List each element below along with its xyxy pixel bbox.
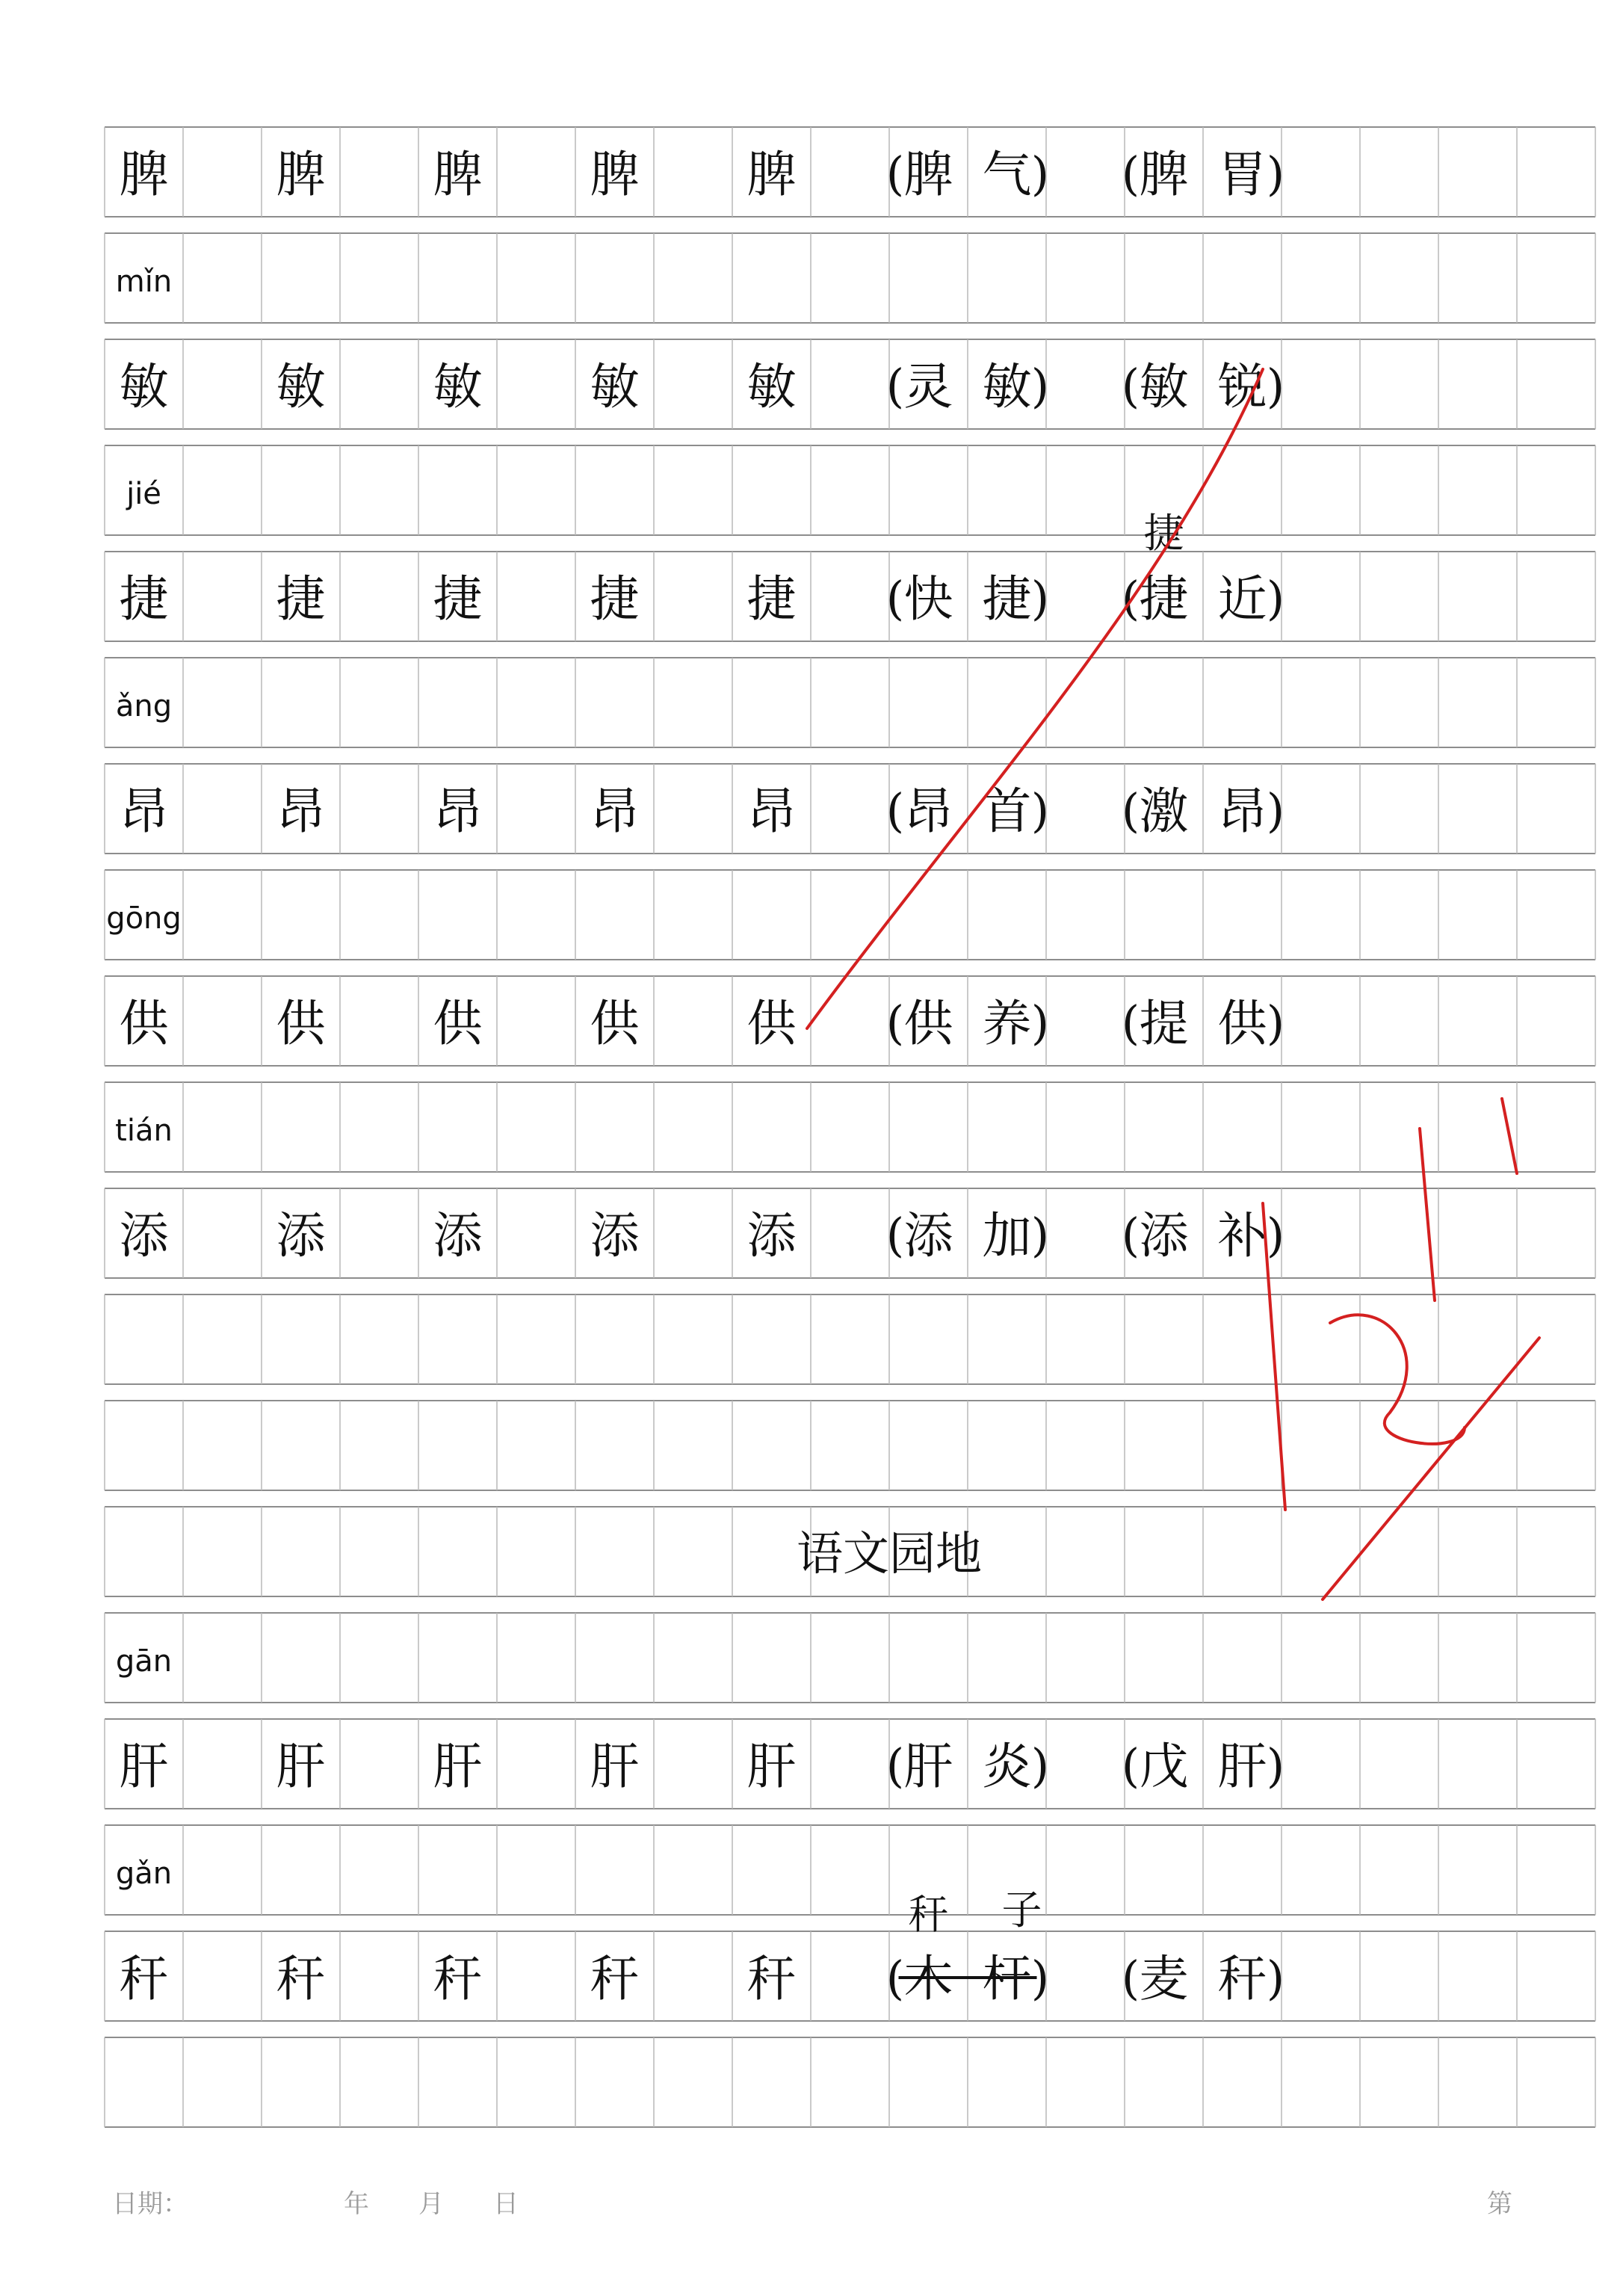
practice-character: 肝 [433,1738,483,1795]
practice-character: 供 [276,995,326,1052]
pinyin-label: gān [115,1644,173,1679]
word-character: 脾 [903,146,953,203]
open-paren: ( [885,1208,905,1262]
practice-character: 供 [119,995,169,1052]
close-paren: ) [1266,1738,1285,1793]
grade-stroke [1323,1338,1539,1599]
open-paren: ( [885,146,905,201]
word-character: 灵 [903,358,953,416]
practice-character: 添 [433,1207,483,1265]
practice-character: 脾 [433,146,483,203]
close-paren: ) [1030,996,1050,1050]
word-character: 添 [903,1207,953,1265]
day-label: 日 [493,2189,519,2219]
close-paren: ) [1266,571,1285,626]
open-paren: ( [885,1951,905,2005]
open-paren: ( [885,996,905,1050]
practice-character: 昂 [276,783,326,840]
open-paren: ( [1121,783,1140,838]
word-character: 敏 [982,358,1032,416]
practice-character: 捷 [433,570,483,628]
practice-character: 供 [590,995,640,1052]
correction-character: 子 [1001,1886,1042,1934]
close-paren: ) [1030,146,1050,201]
close-paren: ) [1030,571,1050,626]
grade-stroke [1420,1129,1435,1300]
word-character: 捷 [982,570,1032,628]
practice-character: 昂 [746,783,797,840]
word-character: 木 [903,1950,953,2008]
practice-character: 脾 [590,146,640,203]
open-paren: ( [1121,1738,1140,1793]
word-character: 快 [903,570,953,628]
close-paren: ) [1266,1951,1285,2005]
word-character: 锐 [1217,358,1267,416]
correction-character: 秆 [908,1891,949,1938]
word-character: 首 [982,783,1032,840]
word-character: 昂 [1217,783,1267,840]
pinyin-label: gǎn [115,1857,173,1891]
grade-stroke [1502,1099,1517,1173]
close-paren: ) [1030,783,1050,838]
word-character: 秆 [1217,1950,1267,2008]
practice-character: 添 [119,1207,169,1265]
practice-character: 昂 [119,783,169,840]
close-paren: ) [1266,783,1285,838]
word-character: 戊 [1139,1738,1189,1795]
open-paren: ( [1121,146,1140,201]
word-character: 肝 [1217,1738,1267,1795]
practice-character: 敏 [276,358,326,416]
pinyin-label: gōng [106,901,182,936]
pinyin-label: jié [126,477,161,511]
open-paren: ( [885,1738,905,1793]
word-character: 杆 [982,1950,1032,2008]
date-label: 日期： [112,2189,188,2219]
correction-character: 捷 [1143,510,1184,557]
page-label: 第 [1487,2189,1512,2219]
practice-character: 敏 [119,358,169,416]
word-character: 补 [1217,1207,1267,1265]
word-character: 肝 [903,1738,953,1795]
open-paren: ( [1121,996,1140,1050]
close-paren: ) [1266,996,1285,1050]
open-paren: ( [1121,1951,1140,2005]
practice-character: 添 [276,1207,326,1265]
word-character: 供 [1217,995,1267,1052]
word-character: 加 [982,1207,1032,1265]
practice-character: 添 [746,1207,797,1265]
practice-character: 昂 [590,783,640,840]
pinyin-label: tián [115,1114,173,1148]
word-character: 昂 [903,783,953,840]
practice-character: 肝 [119,1738,169,1795]
close-paren: ) [1266,1208,1285,1262]
open-paren: ( [1121,359,1140,413]
word-character: 添 [1139,1207,1189,1265]
word-character: 养 [982,995,1032,1052]
open-paren: ( [885,359,905,413]
practice-character: 秆 [590,1950,640,2008]
page-footer [112,2189,1512,2219]
open-paren: ( [885,571,905,626]
sheet-content [106,146,1285,2008]
practice-character: 捷 [119,570,169,628]
pinyin-label: ǎng [115,689,173,723]
word-character: 炎 [982,1738,1032,1795]
pinyin-label: mǐn [115,265,173,299]
practice-character: 肝 [590,1738,640,1795]
section-heading: 语文园地 [796,1526,983,1581]
practice-character: 敏 [746,358,797,416]
practice-character: 秆 [746,1950,797,2008]
practice-character: 秆 [433,1950,483,2008]
practice-character: 添 [590,1207,640,1265]
practice-character: 捷 [276,570,326,628]
check-stroke [807,369,1263,1028]
word-character: 胃 [1217,146,1267,203]
word-character: 捷 [1139,570,1189,628]
word-character: 近 [1217,570,1267,628]
practice-character: 捷 [746,570,797,628]
word-character: 麦 [1139,1950,1189,2008]
practice-character: 秆 [119,1950,169,2008]
writing-grid [105,127,1595,2127]
word-character: 脾 [1139,146,1189,203]
practice-character: 脾 [276,146,326,203]
open-paren: ( [1121,1208,1140,1262]
year-label: 年 [344,2189,369,2219]
practice-character: 秆 [276,1950,326,2008]
practice-character: 脾 [746,146,797,203]
close-paren: ) [1266,146,1285,201]
close-paren: ) [1030,359,1050,413]
word-character: 供 [903,995,953,1052]
practice-character: 肝 [276,1738,326,1795]
word-character: 敏 [1139,358,1189,416]
grade-stroke [1330,1315,1465,1443]
practice-character: 昂 [433,783,483,840]
practice-character: 敏 [590,358,640,416]
practice-character: 供 [433,995,483,1052]
practice-character: 供 [746,995,797,1052]
close-paren: ) [1030,1951,1050,2005]
close-paren: ) [1266,359,1285,413]
practice-character: 肝 [746,1738,797,1795]
open-paren: ( [1121,571,1140,626]
open-paren: ( [885,783,905,838]
practice-character: 脾 [119,146,169,203]
close-paren: ) [1030,1208,1050,1262]
word-character: 提 [1139,995,1189,1052]
month-label: 月 [418,2189,444,2219]
word-character: 激 [1139,783,1189,840]
practice-character: 敏 [433,358,483,416]
close-paren: ) [1030,1738,1050,1793]
practice-character: 捷 [590,570,640,628]
word-character: 气 [982,146,1032,203]
